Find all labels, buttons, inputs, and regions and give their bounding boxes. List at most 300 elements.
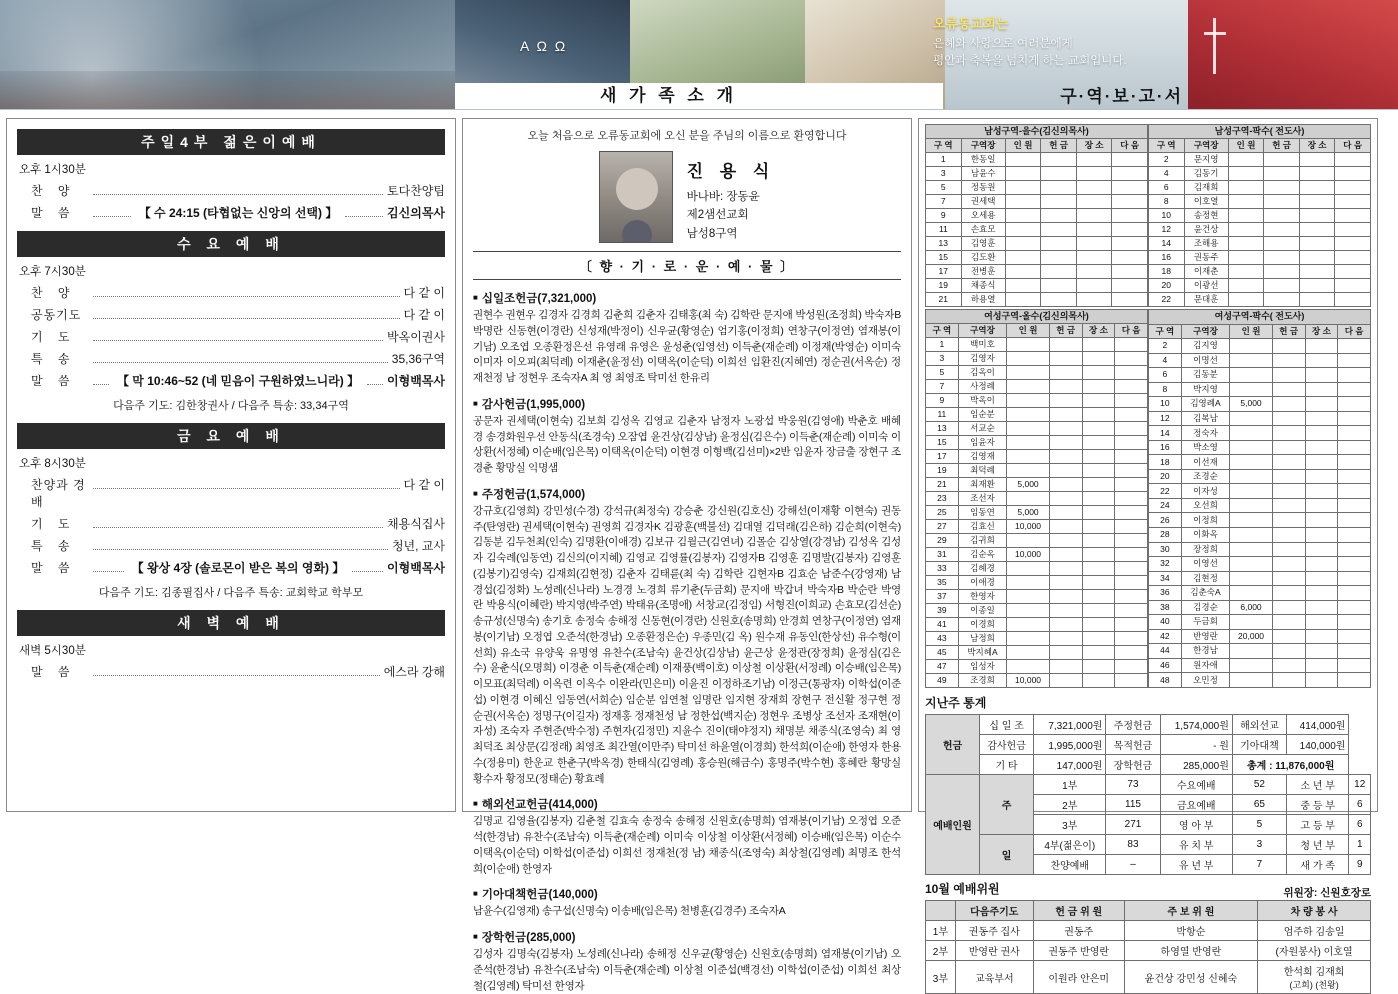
- district-leader-cell: 문대훈: [1184, 293, 1228, 307]
- district-cell: [1272, 484, 1305, 499]
- district-cell: [1305, 411, 1338, 426]
- table-row: [926, 492, 1148, 506]
- committee-table: [925, 900, 1371, 994]
- district-cell: [1041, 223, 1077, 237]
- alpha-omega-icon: Α Ω Ω: [520, 38, 568, 54]
- service-title-0: 주일4부 젊은이예배: [17, 129, 445, 155]
- col-header: 차 량 봉 사: [1258, 901, 1371, 921]
- district-cell: 46: [1149, 658, 1182, 673]
- district-cell: [1082, 674, 1115, 688]
- district-tables-women: [925, 309, 1371, 688]
- row-label: 말 씀: [31, 561, 76, 575]
- district-leader-cell: 오세용: [961, 209, 1005, 223]
- district-cell: 17: [926, 450, 959, 464]
- district-cell: [1230, 615, 1273, 630]
- district-cell: [1076, 209, 1112, 223]
- offering-cell: 기아대책: [1232, 735, 1286, 755]
- district-cell: 47: [926, 660, 959, 674]
- district-cell: [1115, 380, 1148, 394]
- district-leader-cell: 한영자: [958, 590, 1007, 604]
- district-cell: 1: [926, 338, 959, 352]
- committee-cell: (자원봉사) 이호열: [1258, 941, 1371, 961]
- district-cell: [1299, 167, 1335, 181]
- district-cell: 11: [926, 223, 962, 237]
- committee-cell: 권동주 반영란: [1033, 941, 1124, 961]
- service-title-3: 새 벽 예 배: [17, 610, 445, 636]
- district-cell: [1264, 153, 1300, 167]
- attendance-cell: 6: [1349, 815, 1371, 835]
- statistics-body: [926, 715, 1371, 875]
- col-header: 구역장: [1181, 324, 1230, 339]
- banner-photo-congregation: [0, 0, 460, 109]
- district-cell: 32: [1149, 557, 1182, 572]
- district-cell: [1082, 646, 1115, 660]
- district-cell: [1112, 265, 1148, 279]
- offering-cell: 7,321,000원: [1034, 715, 1106, 735]
- col-header: 인 원: [1005, 139, 1041, 153]
- district-cell: [1272, 600, 1305, 615]
- district-cell: [1338, 600, 1371, 615]
- district-cell: 30: [1149, 542, 1182, 557]
- table-row: [1149, 440, 1371, 455]
- district-cell: [1082, 632, 1115, 646]
- attendance-cell: –: [1106, 855, 1160, 875]
- table-row: [926, 394, 1148, 408]
- table-row: [926, 735, 1371, 755]
- district-cell: [1305, 368, 1338, 383]
- col-header: 헌 금: [1264, 139, 1300, 153]
- attendance-group-label: 일: [980, 835, 1034, 875]
- district-cell: [1007, 422, 1050, 436]
- attendance-cell: 유 치 부: [1160, 835, 1232, 855]
- district-cell: [1305, 455, 1338, 470]
- attendance-cell: 52: [1232, 775, 1286, 795]
- district-leader-cell: 이재춘: [1184, 265, 1228, 279]
- row-label: 공동기도: [31, 308, 82, 322]
- offering-cell: 140,000원: [1286, 735, 1349, 755]
- district-cell: [1272, 542, 1305, 557]
- district-cell: 27: [926, 520, 959, 534]
- attendance-cell: 271: [1106, 815, 1160, 835]
- district-cell: 28: [1149, 527, 1182, 542]
- dot-leader: [93, 296, 400, 297]
- attendance-cell: 새 가 족: [1286, 855, 1349, 875]
- district-cell: [1272, 397, 1305, 412]
- table-row: [1149, 153, 1371, 167]
- district-cell: [1272, 658, 1305, 673]
- district-cell: 19: [926, 279, 962, 293]
- col-header: 주 보 위 원: [1124, 901, 1258, 921]
- district-cell: [1041, 279, 1077, 293]
- district-cell: [1305, 673, 1338, 688]
- district-leader-cell: 박소영: [1181, 440, 1230, 455]
- district-cell: [1338, 397, 1371, 412]
- offering-head: ■ 주정헌금(1,574,000): [473, 486, 901, 502]
- district-cell: [1082, 464, 1115, 478]
- district-cell: [1041, 237, 1077, 251]
- committee-cell: 권동주 집사: [955, 921, 1033, 941]
- weekly-statistics: [925, 694, 1371, 875]
- offering-cell: 해외선교: [1232, 715, 1286, 735]
- dot-leader: [93, 384, 109, 385]
- district-leader-cell: 이광선: [1184, 279, 1228, 293]
- table-row: [1149, 557, 1371, 572]
- offering-cell: 주정헌금: [1106, 715, 1160, 735]
- district-cell: [1305, 658, 1338, 673]
- district-cell: 48: [1149, 673, 1182, 688]
- district-cell: [1230, 426, 1273, 441]
- col-header: 인 원: [1007, 324, 1050, 338]
- district-cell: [1299, 293, 1335, 307]
- attendance-cell: 7: [1232, 855, 1286, 875]
- table-row: [1149, 673, 1371, 688]
- row-label: 특 송: [31, 352, 76, 366]
- table-row: [926, 450, 1148, 464]
- district-cell: [1007, 394, 1050, 408]
- banner-message-line2: 평안과 축복을 넘치게 하는 교회입니다.: [933, 54, 1127, 67]
- district-cell: [1335, 265, 1371, 279]
- table-row: [1149, 426, 1371, 441]
- district-cell: [1228, 251, 1264, 265]
- district-cell: 23: [926, 492, 959, 506]
- district-cell: [1272, 368, 1305, 383]
- district-cell: [1082, 660, 1115, 674]
- district-cell: [1041, 195, 1077, 209]
- district-cell: [1305, 382, 1338, 397]
- district-cell: [1049, 464, 1082, 478]
- table-row: [926, 961, 1371, 994]
- offering-block: [473, 796, 901, 877]
- district-cell: [1305, 600, 1338, 615]
- district-cell: [1230, 658, 1273, 673]
- district-cell: [1007, 646, 1050, 660]
- district-cell: [1082, 520, 1115, 534]
- district-cell: [1272, 586, 1305, 601]
- district-leader-cell: 이애경: [958, 576, 1007, 590]
- district-cell: [1335, 279, 1371, 293]
- attendance-cell: 3부: [1034, 815, 1106, 835]
- district-cell: 12: [1149, 223, 1185, 237]
- district-cell: [1299, 251, 1335, 265]
- district-cell: [1338, 513, 1371, 528]
- district-cell: [1082, 422, 1115, 436]
- district-cell: [1112, 251, 1148, 265]
- statistics-title: 지난주 통계: [925, 696, 987, 710]
- district-cell: [1115, 338, 1148, 352]
- table-row: [926, 408, 1148, 422]
- district-cell: [1112, 181, 1148, 195]
- offering-head: ■ 해외선교헌금(414,000): [473, 796, 901, 812]
- district-cell: [1049, 548, 1082, 562]
- table-row: [926, 548, 1148, 562]
- district-cell: [1041, 167, 1077, 181]
- dot-leader: [93, 340, 383, 341]
- district-cell: [1305, 615, 1338, 630]
- district-cell: [1228, 223, 1264, 237]
- table-row: [1149, 411, 1371, 426]
- district-cell: [1335, 237, 1371, 251]
- row-value: 다 같 이: [403, 286, 445, 300]
- committee-cell: 반영란 권사: [955, 941, 1033, 961]
- district-cell: [1230, 484, 1273, 499]
- committee-cell: 권동주: [1033, 921, 1124, 941]
- offering-cell: 285,000원: [1160, 755, 1232, 775]
- district-cell: 4: [1149, 167, 1185, 181]
- district-leader-cell: 이영선: [1181, 557, 1230, 572]
- district-cell: [1082, 548, 1115, 562]
- district-leader-cell: 김순옥: [958, 548, 1007, 562]
- row-scripture: 【 막 10:46~52 (네 믿음이 구원하였느니라) 】: [116, 374, 360, 388]
- row-value: 다 같 이: [403, 308, 445, 322]
- district-cell: [1230, 571, 1273, 586]
- district-cell: [1228, 181, 1264, 195]
- offering-block: [473, 929, 901, 994]
- district-cell: [1112, 237, 1148, 251]
- attendance-cell: 청 년 부: [1286, 835, 1349, 855]
- row-label: 기 도: [31, 517, 76, 531]
- district-cell: [1338, 557, 1371, 572]
- dot-leader: [93, 549, 388, 550]
- attendance-cell: 유 년 부: [1160, 855, 1232, 875]
- table-row: [926, 237, 1148, 251]
- table-row: [926, 293, 1148, 307]
- table-row: [926, 380, 1148, 394]
- committee-cell: 하영열 반영란: [1124, 941, 1258, 961]
- district-cell: [1264, 237, 1300, 251]
- district-cell: 9: [926, 394, 959, 408]
- district-cell: 6,000: [1230, 600, 1273, 615]
- table-header-row: [926, 901, 1371, 921]
- district-cell: 14: [1149, 237, 1185, 251]
- district-leader-cell: 임동연: [958, 506, 1007, 520]
- district-leader-cell: 서교순: [958, 422, 1007, 436]
- district-cell: 10: [1149, 209, 1185, 223]
- district-cell: [1305, 440, 1338, 455]
- district-cell: 34: [1149, 571, 1182, 586]
- district-cell: 7: [926, 195, 962, 209]
- table-row: [926, 835, 1371, 855]
- committee-leader: 위원장: 신원호장로: [1283, 887, 1371, 899]
- table-row: [926, 562, 1148, 576]
- district-cell: [1272, 629, 1305, 644]
- district-cell: [1076, 181, 1112, 195]
- district-cell: [1041, 251, 1077, 265]
- district-cell: [1272, 557, 1305, 572]
- col-header: 구 역: [1149, 324, 1182, 339]
- district-leader-cell: 권세택: [961, 195, 1005, 209]
- district-cell: [1272, 527, 1305, 542]
- district-cell: [1228, 153, 1264, 167]
- district-cell: [1264, 209, 1300, 223]
- table-row: [926, 223, 1148, 237]
- district-cell: 2: [1149, 153, 1185, 167]
- district-cell: [1338, 498, 1371, 513]
- service-row: [17, 306, 445, 323]
- district-cell: [1115, 436, 1148, 450]
- table-row: [926, 478, 1148, 492]
- district-cell: 36: [1149, 586, 1182, 601]
- col-header: 헌 금: [1041, 139, 1077, 153]
- guest-detail: 제2샘선교회: [686, 209, 749, 222]
- district-cell: [1228, 167, 1264, 181]
- dot-leader: [352, 571, 383, 572]
- district-cell: 13: [926, 422, 959, 436]
- col-header: 장 소: [1305, 324, 1338, 339]
- district-cell: 12: [1149, 411, 1182, 426]
- district-cell: [1049, 422, 1082, 436]
- offering-cell: - 원: [1160, 735, 1232, 755]
- col-header: 다 음: [1335, 139, 1371, 153]
- district-cell: 20: [1149, 279, 1185, 293]
- table-row: [926, 632, 1148, 646]
- district-cell: [1305, 586, 1338, 601]
- district-cell: [1305, 527, 1338, 542]
- district-cell: 3: [926, 167, 962, 181]
- district-cell: 25: [926, 506, 959, 520]
- district-cell: [1082, 436, 1115, 450]
- table-row: [926, 506, 1148, 520]
- offering-names: 김명교 김영율(김봉자) 김춘철 김효숙 송정숙 송해정 신원호(송명희) 염재봉(이기남) 오정엽 오준석(한경남) 유찬수(조남숙) 이득춘(재순례) 이미숙 이상철 이상환(서정혜) 이승배(임은목) 이순수 이택옥(이순덕) 이학섭(이준섭) 이희선 정재천(정 남) 채종식(조영숙) 최상철(김영례) 최명조 한석희(이순애) 한영자: [473, 815, 901, 875]
- district-cell: [1041, 209, 1077, 223]
- col-header: 인 원: [1230, 324, 1273, 339]
- col-header: 구 역: [926, 139, 962, 153]
- offering-block: [473, 886, 901, 920]
- table-row: [926, 534, 1148, 548]
- district-leader-cell: 정동원: [961, 181, 1005, 195]
- table-row: [1149, 209, 1371, 223]
- district-cell: 40: [1149, 615, 1182, 630]
- district-leader-cell: 전병훈: [961, 265, 1005, 279]
- service-title-2: 금 요 예 배: [17, 423, 445, 449]
- district-cell: 18: [1149, 265, 1185, 279]
- district-cell: [1305, 397, 1338, 412]
- district-cell: [1005, 153, 1041, 167]
- offering-cell: 목적헌금: [1106, 735, 1160, 755]
- district-cell: 31: [926, 548, 959, 562]
- banner-message-line0: 오류동교회는: [933, 16, 1009, 31]
- district-cell: [1230, 673, 1273, 688]
- district-cell: [1049, 534, 1082, 548]
- district-cell: [1230, 527, 1273, 542]
- col-header: 헌 금: [1049, 324, 1082, 338]
- table-row: [926, 265, 1148, 279]
- district-cell: [1076, 167, 1112, 181]
- row-scripture: 【 수 24:15 (타협없는 신앙의 선택) 】: [138, 206, 338, 220]
- district-cell: 41: [926, 618, 959, 632]
- district-cell: 10: [1149, 397, 1182, 412]
- attendance-cell: 3: [1232, 835, 1286, 855]
- district-cell: [1049, 492, 1082, 506]
- district-cell: [1230, 644, 1273, 659]
- district-cell: [1305, 339, 1338, 354]
- offering-cell: 감사헌금: [980, 735, 1034, 755]
- district-cell: [1049, 394, 1082, 408]
- district-cell: 17: [926, 265, 962, 279]
- district-cell: [1007, 338, 1050, 352]
- offering-cell: 1,574,000원: [1160, 715, 1232, 735]
- district-body-men-even: [1149, 153, 1371, 307]
- offering-cell: 414,000원: [1286, 715, 1349, 735]
- district-cell: 42: [1149, 629, 1182, 644]
- district-report-title: 구·역·보·고·서: [1060, 87, 1183, 106]
- district-cell: [1335, 251, 1371, 265]
- district-leader-cell: 남윤수: [961, 167, 1005, 181]
- district-cell: [1335, 293, 1371, 307]
- district-leader-cell: 사정례: [958, 380, 1007, 394]
- offering-names: 권현수 권현우 김경자 김경희 김춘희 김춘자 김태홍(최 숙) 김학란 문지애 박성원(조정희) 박숙자B 박명란 신동현(이경란) 신성재(박정이) 신우균(황영순) 엄기홍(이정희) 연창구(이정연) 염재봉(이기남) 오조엽 오종환정은선 유영래 유영은 윤성춘(임영선) 이득춘(재순례) 이정재(박영순) 이미숙 이미자 이오피(최덕례) 이재춘(윤정선) 이택옥(이순덕) 이희선 임환진(지혜연) 정순권(서옥순) 정재천정 남 정현우 조숙자A 최 영 최영조 탁미선 한유리: [473, 309, 901, 385]
- district-cell: [1076, 223, 1112, 237]
- district-cell: [1005, 237, 1041, 251]
- district-leader-cell: 백미호: [958, 338, 1007, 352]
- dot-leader: [367, 384, 383, 385]
- district-cell: [1112, 223, 1148, 237]
- district-cell: 49: [926, 674, 959, 688]
- district-cell: [1041, 181, 1077, 195]
- district-cell: [1082, 394, 1115, 408]
- row-value: 다 같 이: [403, 478, 445, 492]
- offering-block: [473, 396, 901, 477]
- district-cell: [1115, 408, 1148, 422]
- district-cell: [1230, 557, 1273, 572]
- service-row: [17, 328, 445, 345]
- service-note-2: 다음주 기도: 김종필집사 / 다음주 특송: 교회학교 학부모: [98, 587, 364, 599]
- col-header: 구역장: [1184, 139, 1228, 153]
- service-note-1: 다음주 기도: 김한창권사 / 다음주 특송: 33,34구역: [113, 400, 349, 412]
- dot-leader: [93, 675, 380, 676]
- district-cell: [1005, 223, 1041, 237]
- district-leader-cell: 두금회: [1181, 615, 1230, 630]
- district-cell: 4: [1149, 353, 1182, 368]
- district-cell: [1007, 576, 1050, 590]
- district-cell: [1115, 618, 1148, 632]
- row-label: 말 씀: [31, 665, 76, 679]
- district-leader-cell: 이경희: [958, 618, 1007, 632]
- attendance-cell: 1: [1349, 835, 1371, 855]
- district-cell: [1049, 562, 1082, 576]
- service-time-0: 오후 1시30분: [19, 164, 86, 176]
- district-cell: [1115, 464, 1148, 478]
- offering-names: 강규호(김영희) 강민성(수경) 강석규(최정숙) 강승춘 강신원(김호신) 강해선(이재황 이현숙) 권동주(탄영란) 권세택(이현숙) 권영희 김경자K 김광훈(백불선) 김대열 김덕래(김은하) 김순희(이현숙) 김동분 김두천최(인숙) 김명환(이애경) 김보규 김월근(김연녀) 김몰순 김상열(강경남) 김성옥 김성자 김숙례(임동연) 김신의(이지혜) 김영교 김영률(김봉자) 김영자B 김영훈 김명발(김봉자) 김영훈(김봉기)김영숙) 김재희(김현정) 김춘자 김태륜(최 숙) 김학란 김현자B 김효순 남준수(강영재) 남경섭(김정화) 노성례(신나라) 노경경 노경희 류기춘(두금회) 문지애 박갑녀 박숙자B 박순란 박영란 박용식(이혜란) 박지영(박주연) 박태유(조명애) 서창교(김정임) 서형진(이희교) 손효모(김선순) 송규성(신명숙) 송기호 송정숙 송해정 신동현(이경란) 신원호(송명희) 안경희 연창구(이정연) 염재봉(이기남) 오정엽 오준석(한경남) 오종환정은순) 우종민(김 옥) 원수재 유동인(한상선) 유수형(이선희) 유소국 유양욱 유명영 유찬수(조남숙) 윤건상(김상남) 윤근상 윤정관(장정희) 윤정심(김은수) 윤춘식(오명희) 이경춘 이득춘(재순례) 이재풍(백이호) 이상철 이상환(서정례) 이승배(임은목) 이모표(최덕례) 이옥련 이옥수 이완라(민은미) 이윤진 이정하조기남) 이정근(통광자) 이학섭(이준섭) 이현경 이혜신 임동연(서희순) 임순분 임연철 임명란 임지현 장재희 장현구 전신활 정구현 정순권(서옥순) 정명구(이길자) 정재홍 정재천성 남 정한섭(백지순) 정현우 조병상 조선자 조재현(이자성) 조숙자 주현준(박수정) 주현자(김정민) 지윤수 진이(태야정지) 채명분 채종식(조영숙) 최 영 최덕조 최상문(김정래) 최영조 최간열(이만주) 탁미선 하윤열(이경희) 한석희(이순애) 한영자 한용수(정용미) 한운교 한춘구(박옥경) 한태식(김영례) 홍승원(해금수) 홍명주(박수현) 홍혜란 황망실 황수자 황정모(정태순) 황효례: [473, 504, 901, 785]
- row-label: 찬 양: [31, 286, 76, 300]
- district-table-title: 남성구역-을수(김신의목사): [926, 125, 1148, 139]
- district-cell: [1115, 450, 1148, 464]
- district-leader-cell: 이종일: [958, 604, 1007, 618]
- district-leader-cell: 김동분: [1181, 368, 1230, 383]
- district-leader-cell: 원자애: [1181, 658, 1230, 673]
- district-cell: [1076, 279, 1112, 293]
- table-row: [926, 775, 1371, 795]
- banner-message-line1: 은혜와 사랑으로 여러분에게: [933, 37, 1073, 50]
- district-cell: [1230, 542, 1273, 557]
- district-leader-cell: 한경남: [1181, 644, 1230, 659]
- dot-leader: [93, 194, 383, 195]
- district-cell: [1049, 646, 1082, 660]
- district-leader-cell: 조해용: [1184, 237, 1228, 251]
- col-header: 다 음: [1338, 324, 1371, 339]
- column-new-family-offerings: [462, 118, 912, 992]
- district-cell: 35: [926, 576, 959, 590]
- service-title-1: 수 요 예 배: [17, 231, 445, 257]
- district-leader-cell: 오선희: [1181, 498, 1230, 513]
- attendance-cell: 금요예배: [1160, 795, 1232, 815]
- row-label: 말 씀: [31, 374, 76, 388]
- district-cell: [1230, 469, 1273, 484]
- district-cell: 14: [1149, 426, 1182, 441]
- district-cell: [1076, 153, 1112, 167]
- district-cell: [1082, 562, 1115, 576]
- district-cell: [1007, 408, 1050, 422]
- attendance-cell: 115: [1106, 795, 1160, 815]
